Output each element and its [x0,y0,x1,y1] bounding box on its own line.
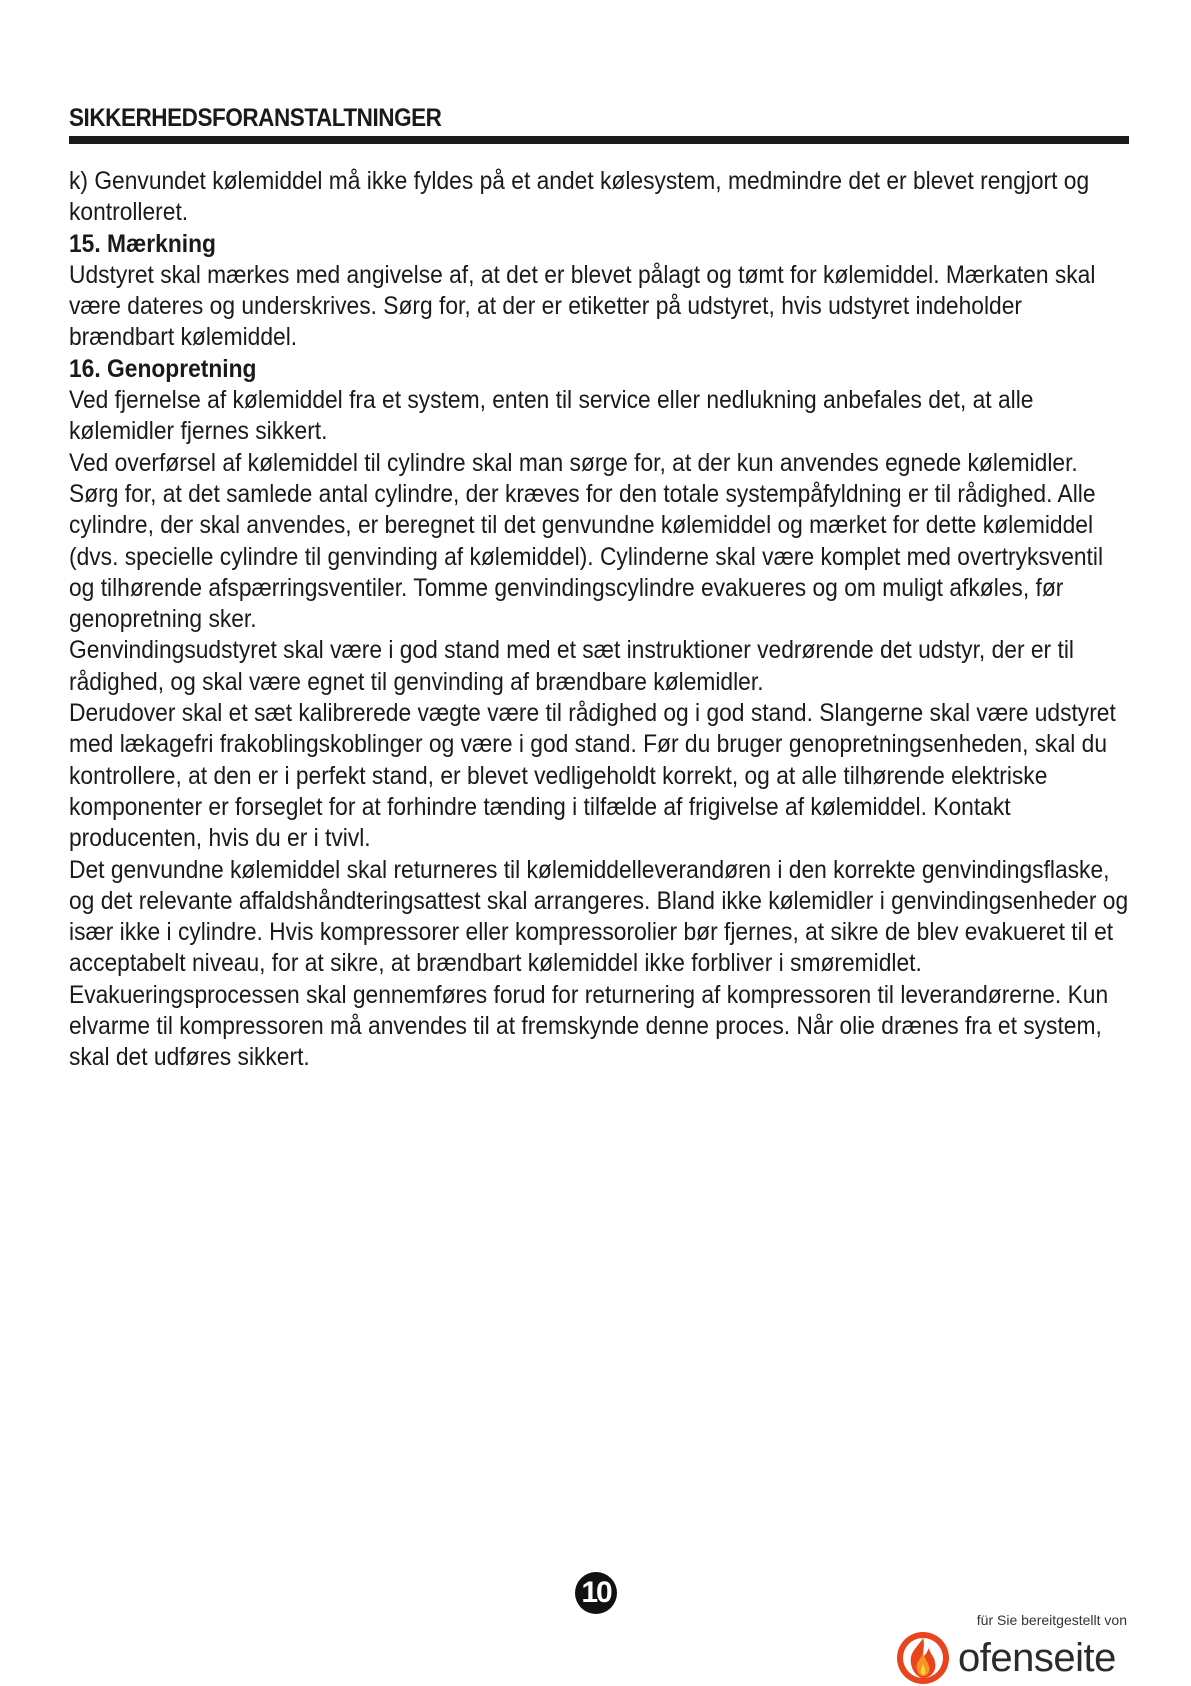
flame-logo-icon [895,1630,951,1686]
section-15-paragraph: Udstyret skal mærkes med angivelse af, at det er blevet pålagt og tømt for kølemiddel. Mærkaten skal være dateres og underskrives. Sørg for, at der er etiketter på udstyret, hvis udstyret indeholder brændbart kølemiddel. [69,260,1096,352]
page-number-badge: 10 [575,1572,617,1614]
brand-tagline: für Sie bereitgestellt von [976,1612,1127,1628]
section-16-paragraph: Genvindingsudstyret skal være i god stand med et sæt instruktioner vedrørende det udstyr, der er til rådighed, og skal være egnet til genvinding af brændbare kølemidler. [69,636,1074,696]
section-16-paragraph: Ved fjernelse af kølemiddel fra et system, enten til service eller nedlukning anbefales det, at alle kølemidler fjernes sikkert. [69,386,1034,446]
section-16-paragraph: Ved overførsel af kølemiddel til cylindre skal man sørge for, at der kun anvendes egnede kølemidler. Sørg for, at det samlede antal cylindre, der kræves for den totale systempåfyldning er til rådighed. Alle cylindre, der skal anvendes, er beregnet til det genvundne kølemiddel og mærket for dette kølemiddel (dvs. specielle cylindre til genvinding af kølemiddel). Cylinderne skal være komplet med overtryksventil og tilhørende afspærringsventiler. Tomme genvindingscylindre evakueres og om muligt afkøles, før genopretning sker. [69,448,1104,634]
brand-name: ofenseite [958,1636,1116,1680]
section-16-title: 16. Genopretning [69,354,257,383]
document-body [69,166,1131,1074]
section-16-paragraph: Det genvundne kølemiddel skal returneres til kølemiddelleverandøren i den korrekte genvindingsflaske, og det relevante affaldshåndteringsattest skal arrangeres. Bland ikke kølemidler i genvindingsenheder og især ikke i cylindre. Hvis kompressorer eller kompressorolier bør fjernes, at sikre de blev evakueret til et acceptabelt niveau, for at sikre, at brændbart kølemiddel ikke forbliver i smøremidlet. Evakueringsprocessen skal gennemføres forud for returnering af kompressoren til leverandørerne. Kun elvarme til kompressoren må anvendes til at fremskynde denne proces. Når olie drænes fra et system, skal det udføres sikkert. [69,855,1129,1072]
section-16-paragraph: Derudover skal et sæt kalibrerede vægte være til rådighed og i god stand. Slangerne skal være udstyret med lækagefri frakoblingskoblinger og være i god stand. Før du bruger genopretningsenheden, skal du kontrollere, at den er i perfekt stand, er blevet vedligeholdt korrekt, og at alle tilhørende elektriske komponenter er forseglet for at forhindre tænding i tilfælde af frigivelse af kølemiddel. Kontakt producenten, hvis du er i tvivl. [69,699,1116,853]
heading-divider [69,136,1129,144]
item-k: k) Genvundet kølemiddel må ikke fyldes på et andet kølesystem, medmindre det er blevet rengjort og kontrolleret. [69,167,1090,227]
page-title: SIKKERHEDSFORANSTALTNINGER [69,104,442,132]
section-15-title: 15. Mærkning [69,229,216,258]
brand-credit[interactable] [895,1612,1135,1682]
